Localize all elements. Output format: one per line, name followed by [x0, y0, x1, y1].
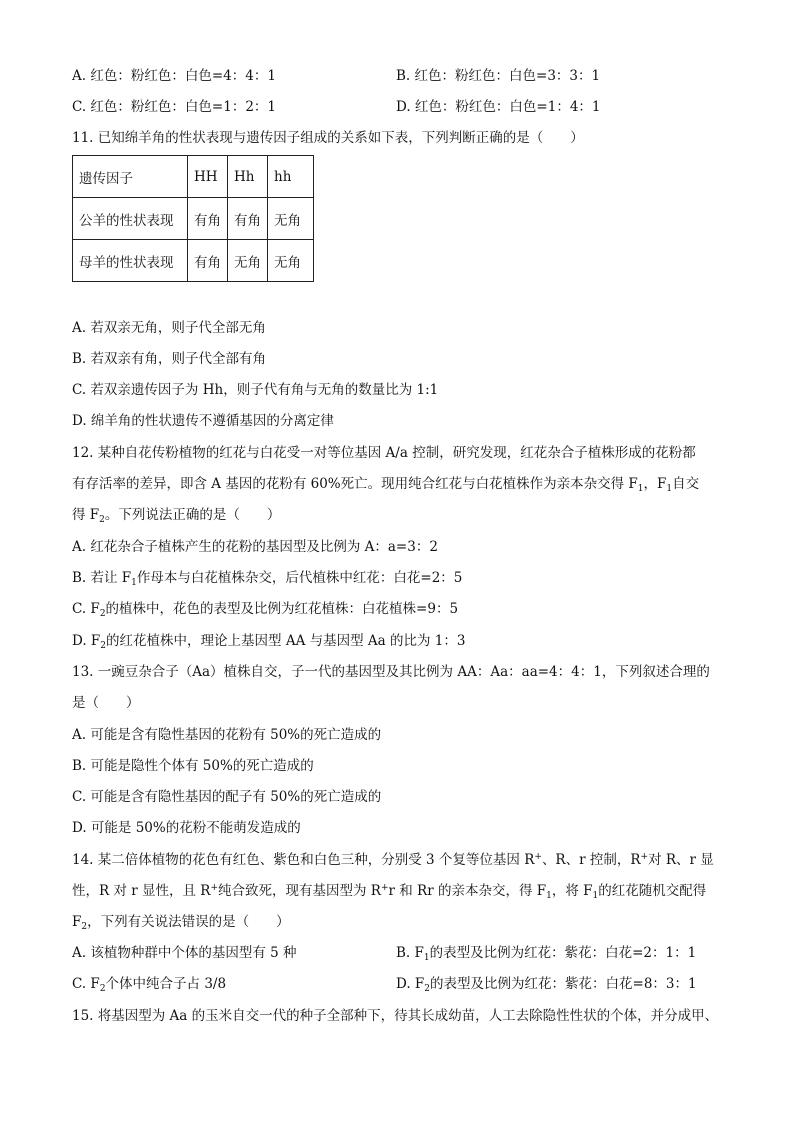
q11-option-c: C. 若双亲遗传因子为 Hh，则子代有角与无角的数量比为 1:1 — [72, 382, 439, 398]
table-cell: 遗传因子 — [73, 156, 188, 198]
table-cell: hh — [268, 156, 314, 198]
q12-stem-line-2: 有存活率的差异，即含 A 基因的花粉有 60%死亡。现用纯合红花与白花植株作为亲本杂交得 $F_1$，$F_1$自交 — [72, 476, 700, 494]
q10-option-d: D. 红色：粉红色：白色=1：4：1 — [396, 99, 601, 115]
table-cell: HH — [188, 156, 228, 198]
q13-stem-line-2: 是（ ） — [72, 695, 140, 711]
q12-option-b: B. 若让 $F_1$作母本与白花植株杂交，后代植株中红花：白花=2：5 — [72, 570, 463, 588]
table-cell: 公羊的性状表现 — [73, 198, 188, 240]
q11-option-d: D. 绵羊角的性状遗传不遵循基因的分离定律 — [72, 413, 334, 429]
q10-option-b: B. 红色：粉红色：白色=3：3：1 — [396, 68, 601, 84]
table-cell: 无角 — [268, 240, 314, 282]
table-cell: 有角 — [188, 198, 228, 240]
q10-option-a: A. 红色：粉红色：白色=4：4：1 — [72, 68, 276, 84]
table-cell: 有角 — [228, 198, 268, 240]
q14-stem-line-3: $F_2$，下列有关说法错误的是（ ） — [72, 914, 290, 932]
q14-stem-line-2: 性，R 对 r 显性，且 R+纯合致死，现有基因型为 R+r 和 Rr 的亲本杂交，得 $F_1$，将 $F_1$的红花随机交配得 — [72, 883, 707, 901]
q14-option-a: A. 该植物种群中个体的基因型有 5 种 — [72, 945, 297, 961]
q11-option-b: B. 若双亲有角，则子代全部有角 — [72, 351, 267, 367]
q13-option-c: C. 可能是含有隐性基因的配子有 50%的死亡造成的 — [72, 789, 382, 805]
q14-option-b: B. $F_1$的表型及比例为红花：紫花：白花=2：1：1 — [396, 945, 697, 963]
q13-stem-line-1: 13. 一豌豆杂合子（Aa）植株自交，子一代的基因型及其比例为 AA：Aa：aa=4：4：1，下列叙述合理的 — [72, 664, 710, 680]
q12-stem-line-3: 得 $F_2$。下列说法正确的是（ ） — [72, 507, 281, 525]
q12-option-a: A. 红花杂合子植株产生的花粉的基因型及比例为 A：a=3：2 — [72, 539, 438, 555]
table-cell: 无角 — [268, 198, 314, 240]
q11-stem: 11. 已知绵羊角的性状表现与遗传因子组成的关系如下表，下列判断正确的是（ ） — [72, 130, 584, 146]
table-cell: Hh — [228, 156, 268, 198]
q10-option-c: C. 红色：粉红色：白色=1：2：1 — [72, 99, 277, 115]
q13-option-d: D. 可能是 50%的花粉不能萌发造成的 — [72, 820, 301, 836]
q14-option-d: D. $F_2$的表型及比例为红花：紫花：白花=8：3：1 — [396, 976, 697, 994]
q11-option-a: A. 若双亲无角，则子代全部无角 — [72, 320, 266, 336]
q15-stem-line-1: 15. 将基因型为 Aa 的玉米自交一代的种子全部种下，待其长成幼苗，人工去除隐性性状的个体，并分成甲、 — [72, 1008, 719, 1024]
q12-option-d: D. $F_2$的红花植株中，理论上基因型 AA 与基因型 Aa 的比为 1：3 — [72, 633, 466, 651]
q12-option-c: C. $F_2$的植株中，花色的表型及比例为红花植株：白花植株=9：5 — [72, 601, 459, 619]
table-cell: 有角 — [188, 240, 228, 282]
table-row — [73, 198, 314, 240]
q13-option-a: A. 可能是含有隐性基因的花粉有 50%的死亡造成的 — [72, 727, 382, 743]
q13-option-b: B. 可能是隐性个体有 50%的死亡造成的 — [72, 758, 314, 774]
q11-trait-table — [72, 155, 314, 282]
table-row — [73, 240, 314, 282]
q12-stem-line-1: 12. 某种自花传粉植物的红花与白花受一对等位基因 A/a 控制，研究发现，红花杂合子植株形成的花粉都 — [72, 445, 696, 461]
q14-option-c: C. $F_2$个体中纯合子占 3/8 — [72, 976, 227, 994]
table-cell: 母羊的性状表现 — [73, 240, 188, 282]
q14-stem-line-1: 14. 某二倍体植物的花色有红色、紫色和白色三种，分别受 3 个复等位基因 R+、R、r 控制，R+对 R、r 显 — [72, 852, 714, 868]
table-header-row — [73, 156, 314, 198]
table-cell: 无角 — [228, 240, 268, 282]
